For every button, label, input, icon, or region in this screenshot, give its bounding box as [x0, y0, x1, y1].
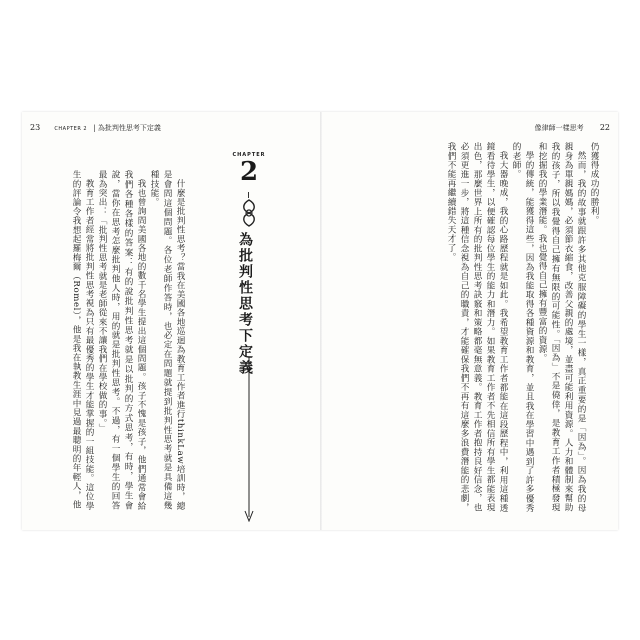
book-gutter [320, 112, 322, 530]
left-running-head [30, 123, 161, 133]
right-paragraph: 學的傳統，能獲得這些，因為我能取得各種資源和教育，並且我在學習中遇到了許多優秀的老師。 [511, 142, 534, 512]
right-page-number: 22 [599, 123, 610, 132]
left-paragraph: 我也曾詢問美國各地的數千名學生提出這個問題。孩子不愧是孩子，他們通常會給我們各種各樣的答案：有的說批判性思考就是以批判的方式思考，有時，學生會說，當你在思考怎麼批判他人時，用的就是批判性思考。不過，有一個學生的回答最為突出：「批判性思考就是老師從來不讓我們在學校做的事。」 [97, 170, 146, 510]
left-paragraph: 教育工作者經常將批判性思考視為只有最優秀的學生才能掌握的一組技能。這位學生的評論令我想起羅梅爾（Romel），他是我在執教生涯中見過最聰明的年輕人，他 [71, 170, 94, 510]
left-running-head-divider: | [93, 124, 96, 132]
left-running-head-title: 為批判性思考下定義 [97, 124, 161, 132]
chapter-title: 為批判性思考下定義 [237, 232, 253, 376]
chapter-opener [218, 152, 280, 522]
chapter-number: 2 [239, 157, 259, 187]
right-paragraph: 仍獲得成功的勝利。 [589, 142, 599, 225]
left-page-body [60, 170, 186, 510]
right-running-head-title: 像律師一樣思考 [534, 124, 584, 132]
right-paragraph: 然而，我的故事就跟許多其他克服障礙的學生一樣，真正重要的是「因為」。因為我的母親身為單親媽媽，必須節衣縮食，改善父親的處境，並盡可能利用資源。人力和體制來幫助我的孩子，所以我覺得自己擁有無限的可能性。「因為」不是僥倖，是教育工作者積極發現和挖掘我的學業潛能。我也覺得自己擁有豐富的資源。 [537, 142, 586, 512]
book-spread [22, 112, 618, 530]
left-paragraph: 什麼是批判性思考？當我在美國各地巡迴為教育工作者進行thinkLaw培訓時，總是會問這個問題。各位老師作答時，也必定在問題就提到批判性思考就是具備這幾種技能。 [149, 170, 185, 510]
right-running-head [535, 123, 610, 133]
right-page-body [328, 142, 600, 512]
chapter-label: CHAPTER [232, 152, 266, 158]
knot-ornament-icon [238, 198, 260, 228]
left-running-head-chapter: CHAPTER 2 [54, 126, 88, 132]
right-paragraph: 我大器晚成，我的心路歷程就是如此。我希望教育工作者都能在這段歷程中，利用這種透鏡看待學生，以便確認每位學生的能力和潛力。如果教育工作者不先相信所有學生都能表現出色，那麼世界上所有的批判性思考訣竅和策略都毫無意義。教育工作者抱持良好信念，也必須更進一步，將這種信念視為自己的職責，才能確保我們不再有這麼多浪費潛能的悲劇，我們不能再繼續錯失天才了。 [446, 142, 508, 512]
arrow-down-icon [243, 357, 255, 522]
left-page-number: 23 [30, 123, 41, 132]
